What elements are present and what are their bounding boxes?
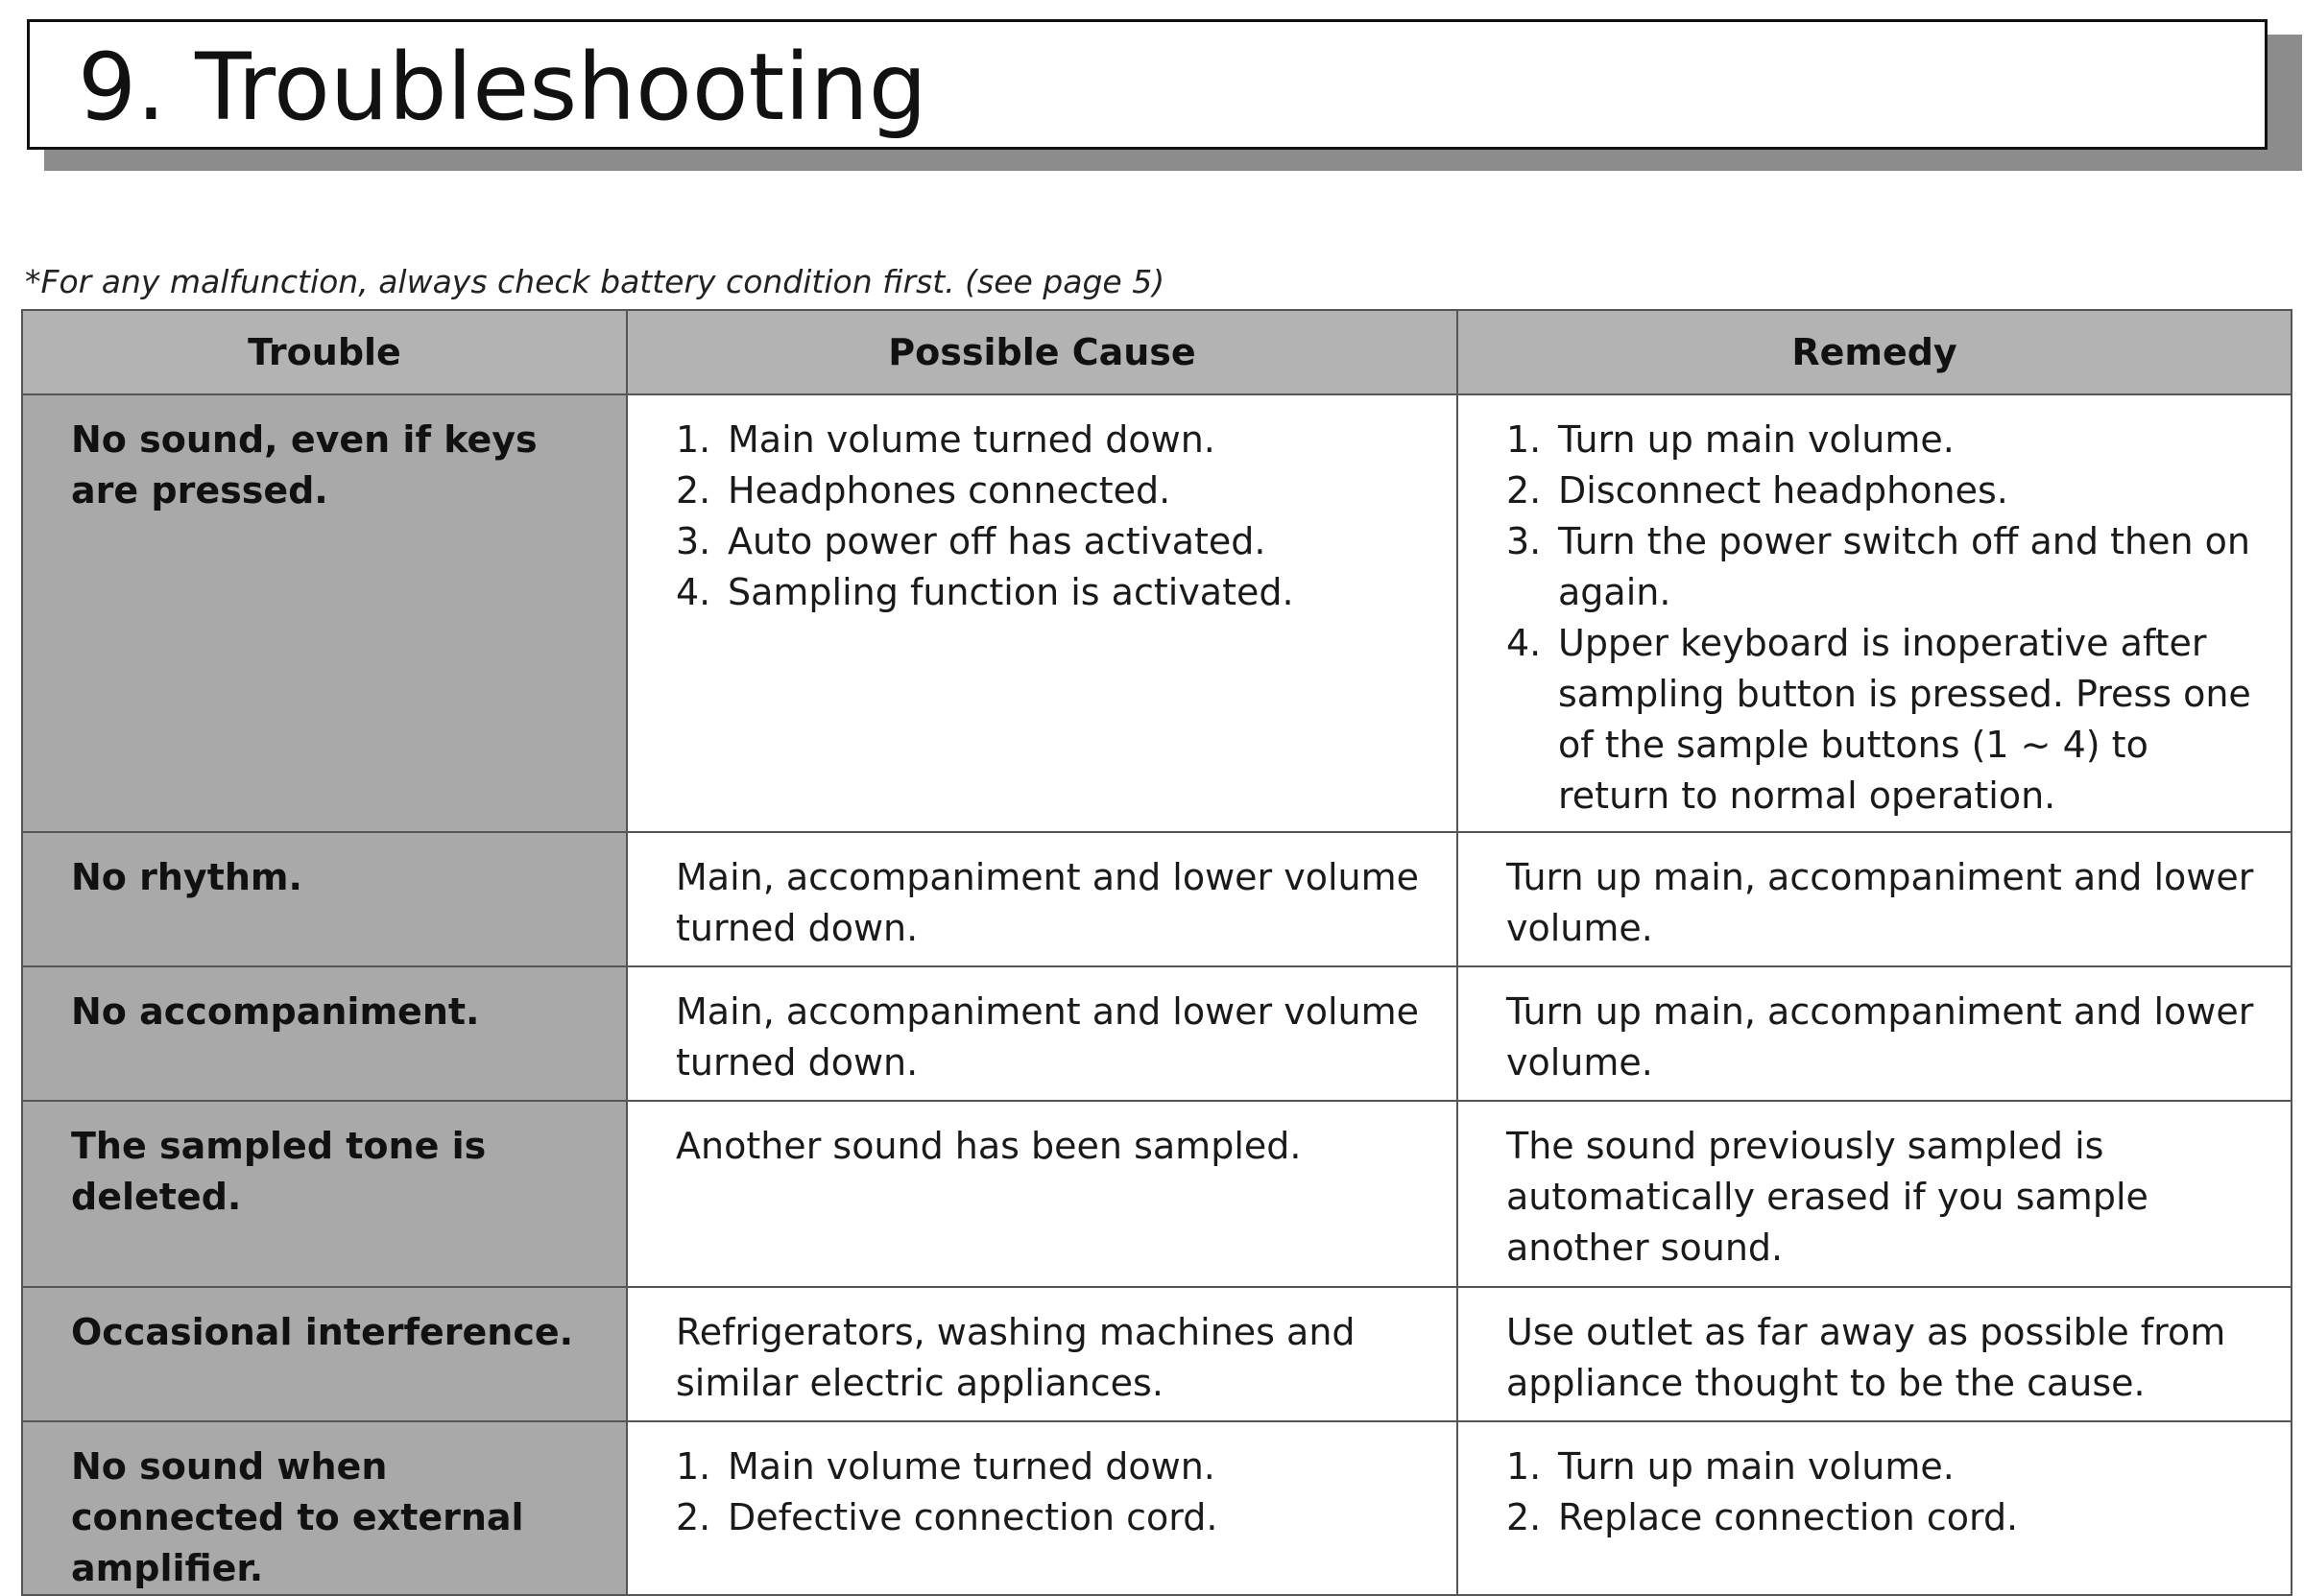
title-box [27,19,2268,150]
item-number: 1. [676,418,711,461]
battery-note: *For any malfunction, always check battery condition first. (see page 5) [25,263,1165,300]
item-number: 4. [1506,622,1542,664]
table-row [22,394,2292,832]
item-number: 3. [676,520,711,562]
list-item [1506,465,2268,516]
cause-cell: Main, accompaniment and lower volume turned down. [627,966,1457,1101]
remedy-cell: The sound previously sampled is automatically erased if you sample another sound. [1457,1101,2292,1287]
cause-cell: Main, accompaniment and lower volume turned down. [627,832,1457,966]
trouble-cell: No accompaniment. [22,966,627,1101]
cause-cell [627,394,1457,832]
item-text: Sampling function is activated. [728,571,1294,613]
trouble-cell: Occasional interference. [22,1287,627,1421]
item-text: Upper keyboard is inoperative after sampling button is pressed. Press one of the sample buttons (1 ~ 4) to return to normal operation. [1558,622,2251,817]
table-header-row [22,310,2292,394]
table-row [22,1421,2292,1595]
trouble-cell: No sound when connected to external amplifier. [22,1421,627,1595]
remedy-cell: Turn up main, accompaniment and lower volume. [1457,966,2292,1101]
trouble-cell: No rhythm. [22,832,627,966]
item-text: Defective connection cord. [728,1496,1218,1538]
list-item [1506,618,2268,822]
remedy-cell [1457,1421,2292,1595]
remedy-cell: Use outlet as far away as possible from appliance thought to be the cause. [1457,1287,2292,1421]
item-number: 2. [676,1496,711,1538]
item-number: 4. [676,571,711,613]
item-number: 1. [676,1445,711,1488]
list-item [676,1441,1433,1492]
remedy-cell: Turn up main, accompaniment and lower volume. [1457,832,2292,966]
column-header-cause: Possible Cause [627,310,1457,394]
list-item [1506,1441,2268,1492]
column-header-remedy: Remedy [1457,310,2292,394]
list-item [676,567,1433,618]
item-text: Turn up main volume. [1558,1445,1955,1488]
table-row [22,966,2292,1101]
item-text: Turn the power switch off and then on again. [1558,520,2250,613]
item-text: Main volume turned down. [728,1445,1215,1488]
item-number: 2. [1506,1496,1542,1538]
page-title: 9. Troubleshooting [78,34,927,141]
item-number: 1. [1506,1445,1542,1488]
list-item [1506,415,2268,465]
table-row [22,1287,2292,1421]
item-text: Auto power off has activated. [728,520,1266,562]
item-number: 3. [1506,520,1542,562]
item-text: Turn up main volume. [1558,418,1955,461]
list-item [676,415,1433,465]
troubleshooting-table [21,309,2292,1596]
list-item [1506,1492,2268,1543]
trouble-cell: No sound, even if keys are pressed. [22,394,627,832]
item-number: 1. [1506,418,1542,461]
list-item [676,465,1433,516]
column-header-trouble: Trouble [22,310,627,394]
list-item [676,1492,1433,1543]
cause-cell: Refrigerators, washing machines and similar electric appliances. [627,1287,1457,1421]
item-text: Main volume turned down. [728,418,1215,461]
trouble-cell: The sampled tone is deleted. [22,1101,627,1287]
table-row [22,1101,2292,1287]
item-text: Replace connection cord. [1558,1496,2019,1538]
cause-cell [627,1421,1457,1595]
item-number: 2. [676,469,711,512]
cause-list [676,1441,1433,1543]
list-item [676,516,1433,567]
item-number: 2. [1506,469,1542,512]
cause-cell: Another sound has been sampled. [627,1101,1457,1287]
remedy-list [1506,415,2268,822]
item-text: Headphones connected. [728,469,1171,512]
remedy-list [1506,1441,2268,1543]
item-text: Disconnect headphones. [1558,469,2008,512]
remedy-cell [1457,394,2292,832]
list-item [1506,516,2268,618]
cause-list [676,415,1433,618]
table-row [22,832,2292,966]
